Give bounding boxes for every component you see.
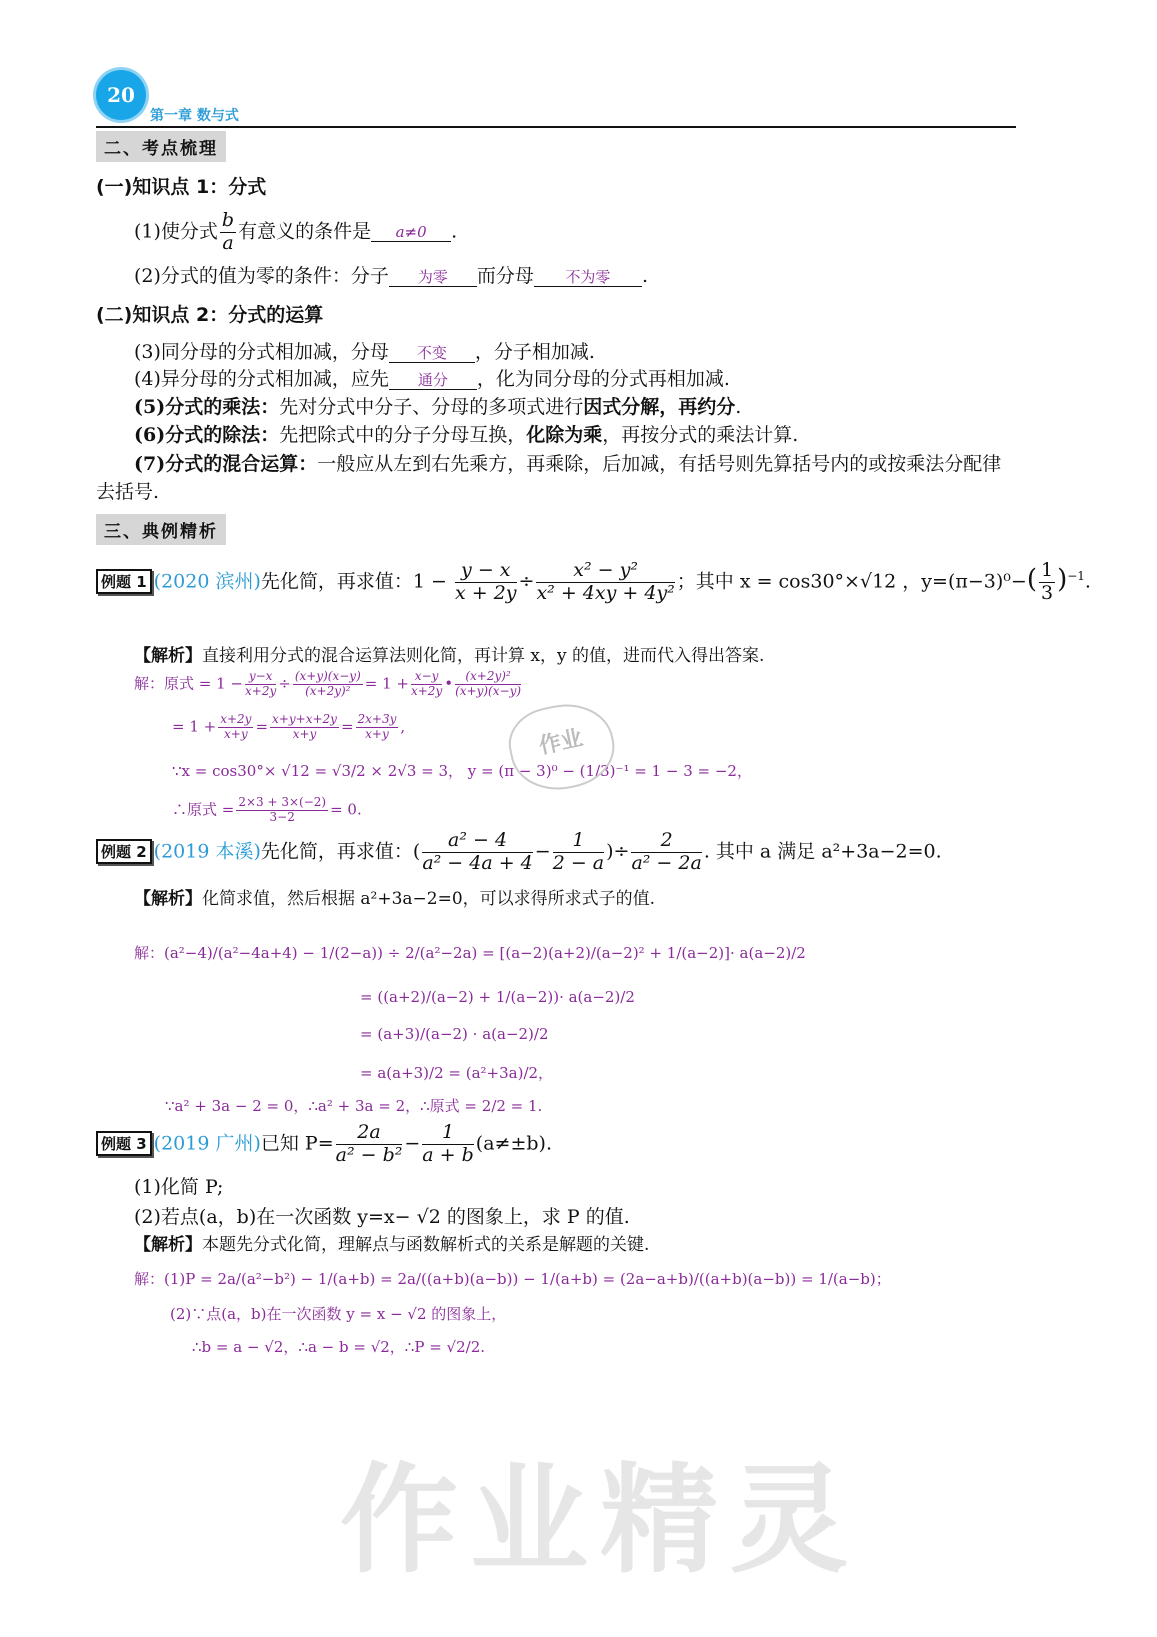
page-number-badge: [96, 70, 146, 120]
item-3: (3)同分母的分式相加减，分母 不变 ，分子相加减.: [134, 341, 595, 363]
example-2-stem: 例题 2 (2019 本溪)先化简，再求值：( $\frac{\text{a² − 4}}{\text{a² − 4a + 4}}$ − $\frac{1}{2 - a}$ )÷ $\frac{2}{\text{a² − 2a}}$ . 其中 a 满足 a²+3a−2=0.: [96, 830, 942, 875]
answer-blank-2a: 为零: [389, 268, 477, 287]
example-3-sol-3: ∴b = a − √2，∴a − b = √2，∴P = √2/2.: [192, 1338, 486, 1356]
item-2: (2)分式的值为零的条件：分子 为零 而分母 不为零 .: [134, 265, 648, 287]
item-1: (1)使分式 $\frac{b}{a}$ 有意义的条件是 a≠0 .: [134, 209, 458, 254]
section-title-2: 二、考点梳理: [96, 131, 226, 162]
example-2-sol-1: 解：(a²−4)/(a²−4a+4) − 1/(2−a)) ÷ 2/(a²−2a) = [(a−2)(a+2)/(a−2)² + 1/(a−2)]· a(a−2)/2: [134, 944, 806, 962]
item-7-cont: 去括号.: [96, 481, 160, 503]
answer-blank-1: a≠0: [371, 223, 451, 242]
example-1-analysis: 【解析】直接利用分式的混合运算法则化简，再计算 x，y 的值，进而代入得出答案.: [134, 646, 765, 666]
example-1-sol-3: ∵x = cos30°× √12 = √3/2 × 2√3 = 3， y = (π − 3)⁰ − (1/3)⁻¹ = 1 − 3 = −2，: [172, 762, 752, 780]
answer-blank-3: 不变: [389, 344, 475, 363]
example-3-stem: 例题 3 (2019 广州)已知 P= $\frac{2a}{\text{a² − b²}}$ − $\frac{1}{a + b}$ (a≠±b).: [96, 1122, 552, 1167]
example-3-tag: 例题 3: [96, 1131, 152, 1156]
header-rule: [96, 126, 1016, 128]
example-1-sol-1: 解：原式 = 1 − $\frac{y-x}{x+2y}$ ÷ $\frac{(x+y)(x-y)}{\text{(x+2y)²}}$ = 1 + $\frac{x-y}{x+2y}$ • $\frac{\text{(x+2y)²}}{(x+y)(x-y)}$: [134, 669, 522, 698]
example-3-source: (2019 广州): [153, 1132, 261, 1155]
example-2-sol-2: = ((a+2)/(a−2) + 1/(a−2))· a(a−2)/2: [360, 988, 635, 1006]
item-4: (4)异分母的分式相加减，应先 通分 ，化为同分母的分式再相加减.: [134, 368, 730, 390]
page-number: 20: [107, 83, 135, 107]
example-2-sol-5: ∵a² + 3a − 2 = 0，∴a² + 3a = 2，∴原式 = 2/2 = 1.: [165, 1097, 543, 1115]
section-title-3: 三、典例精析: [96, 514, 226, 545]
stamp-watermark: 作业: [502, 695, 621, 799]
example-3-analysis: 【解析】本题先分式化简，理解点与函数解析式的关系是解题的关键.: [134, 1235, 650, 1255]
kp2-title: (二)知识点 2：分式的运算: [96, 304, 324, 326]
example-1-stem: 例题 1 (2020 滨州)先化简，再求值：1 − $\frac{y - x}{x + 2y}$ ÷ $\frac{\text{x² − y²}}{\text{x² + 4xy + 4y²}}$ ；其中 x = cos30°×√12 ，y=(π−3)⁰−( $\frac{1}{3}$ )$^{-1}$.: [96, 560, 1091, 605]
item-6: (6)分式的除法：先把除式中的分子分母互换，化除为乘，再按分式的乘法计算.: [134, 424, 799, 446]
example-2-analysis: 【解析】化简求值，然后根据 a²+3a−2=0，可以求得所求式子的值.: [134, 889, 656, 909]
chapter-title: 第一章 数与式: [150, 108, 239, 124]
kp1-title: (一)知识点 1：分式: [96, 176, 267, 198]
example-2-tag: 例题 2: [96, 839, 152, 864]
example-3-q1: (1)化简 P;: [134, 1176, 224, 1198]
example-3-sol-2: (2)∵点(a，b)在一次函数 y = x − √2 的图象上，: [170, 1305, 507, 1323]
example-1-tag: 例题 1: [96, 569, 152, 594]
example-2-source: (2019 本溪): [153, 840, 261, 863]
answer-blank-4: 通分: [389, 371, 477, 390]
item-7: (7)分式的混合运算：一般应从左到右先乘方，再乘除，后加减，有括号则先算括号内的或按乘法分配律: [134, 453, 1002, 475]
answer-blank-2b: 不为零: [534, 268, 642, 287]
example-2-sol-4: = a(a+3)/2 = (a²+3a)/2，: [360, 1064, 554, 1082]
example-2-sol-3: = (a+3)/(a−2) · a(a−2)/2: [360, 1025, 549, 1043]
item-5: (5)分式的乘法：先对分式中分子、分母的多项式进行因式分解，再约分.: [134, 396, 742, 418]
example-1-sol-4: ∴原式 = $\frac{2\times 3 + 3\times(-2)}{3-2}$ = 0.: [172, 795, 362, 824]
example-3-sol-1: 解：(1)P = 2a/(a²−b²) − 1/(a+b) = 2a/((a+b)(a−b)) − 1/(a+b) = (2a−a+b)/((a+b)(a−b)) = 1/(a−b)；: [134, 1270, 891, 1288]
example-1-source: (2020 滨州): [153, 570, 261, 593]
example-1-sol-2: = 1 + $\frac{x+2y}{x+y}$ = $\frac{x+y+x+2y}{x+y}$ = $\frac{2x+3y}{x+y}$ ,: [172, 712, 406, 741]
watermark: 作业精灵: [340, 1451, 861, 1589]
example-3-q2: (2)若点(a，b)在一次函数 y=x− √2 的图象上，求 P 的值.: [134, 1206, 630, 1228]
